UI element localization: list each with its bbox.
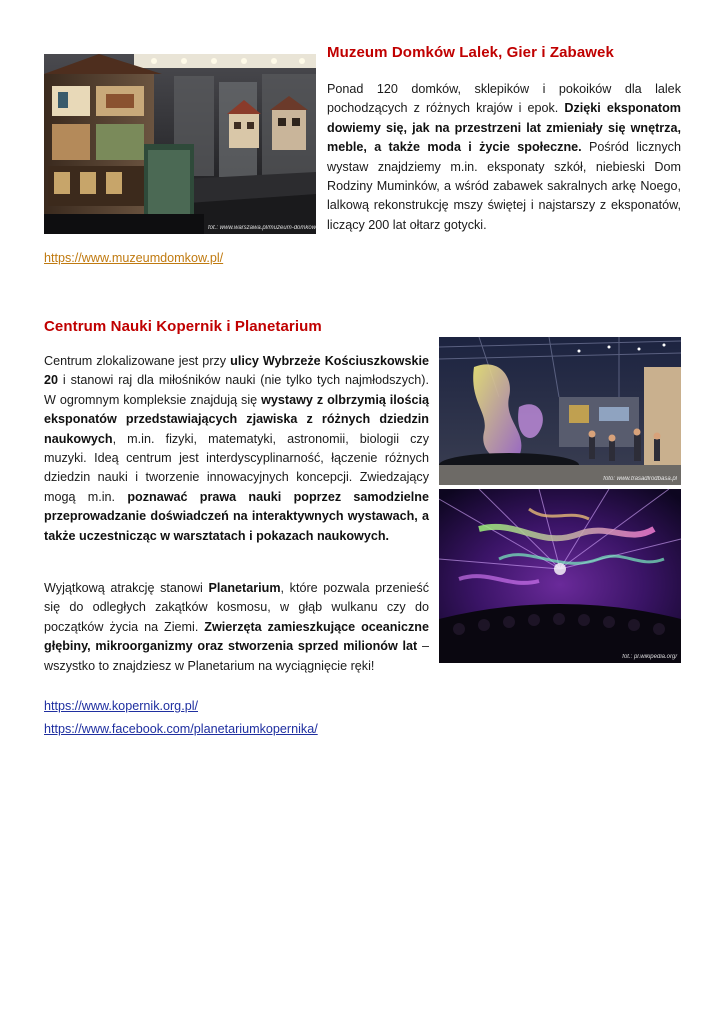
museum-photo-credit: fot.: www.warszawa.pl/muzeum-domkow-lalek-gier-i-zabawek/ bbox=[208, 225, 373, 231]
planetarium-dome-image bbox=[439, 489, 681, 663]
museum-text-1: Ponad 120 domków, sklepików i pokoików dla lalek pochodzących z różnych krajów i epok. bbox=[327, 82, 681, 116]
kopernik-heading: Centrum Nauki Kopernik i Planetarium bbox=[44, 318, 322, 335]
kopernik-address: ulicy Wybrzeże Kościuszkowskie 20 bbox=[44, 354, 429, 388]
museum-website-link[interactable]: https://www.muzeumdomkow.pl/ bbox=[44, 251, 224, 265]
kopernik-p2-text-3: – wszystko to znajdziesz w Planetarium na wyciągnięcie ręki! bbox=[44, 639, 429, 673]
planetarium-bold: Planetarium bbox=[208, 581, 281, 595]
science-center-image bbox=[439, 337, 681, 485]
kopernik-website-link[interactable]: https://www.kopernik.org.pl/ bbox=[44, 699, 198, 713]
kopernik-p2-text-1: Wyjątkową atrakcję stanowi bbox=[44, 581, 209, 595]
kopernik-paragraph-1 bbox=[44, 352, 429, 546]
dollhouse-image bbox=[44, 54, 316, 234]
museum-photo bbox=[44, 54, 373, 234]
planetarium-photo-credit: fot.: pl.wikipedia.org/ bbox=[622, 654, 677, 660]
museum-paragraph bbox=[327, 80, 681, 235]
kopernik-p1-text-3: , m.in. fizyki, matematyki, astronomii, biologii czy muzyki. Ideą centrum jest interdyscyplinarność, łączenie różnych dziedzin nauki i tworzenie innowacyjnych koncepcji. Zwiedzający mogą m.in. bbox=[44, 431, 429, 504]
kopernik-p1-text-2: i stanowi raj dla miłośników nauki (nie tylko tych najmłodszych). W ogromnym kompleksie znajdują się bbox=[44, 373, 429, 407]
planetarium-facebook-link[interactable]: https://www.facebook.com/planetariumkopernika/ bbox=[44, 722, 318, 736]
planetarium-photo bbox=[439, 489, 681, 663]
museum-text-bold: Dzięki eksponatom dowiemy się, jak na przestrzeni lat zmieniały się wnętrza, meble, a także moda i życie społeczne. bbox=[327, 101, 681, 155]
museum-heading: Muzeum Domków Lalek, Gier i Zabawek bbox=[327, 44, 614, 61]
kopernik-photo-credit: foto: www.trasadlrodbasa.pl bbox=[603, 476, 677, 482]
kopernik-p1-text-1: Centrum zlokalizowane jest przy bbox=[44, 354, 231, 368]
kopernik-experiments: poznawać prawa nauki poprzez samodzielne przeprowadzanie doświadczeń na interaktywnych wystawach, a także uczestnicząc w warsztatach i pokazach naukowych. bbox=[44, 489, 429, 543]
kopernik-p2-text-2: , które pozwala przenieść się do odległych zakątków kosmosu, w głąb wulkanu czy do początków życia na Ziemi. bbox=[44, 581, 429, 634]
kopernik-creatures: Zwierzęta zamieszkujące oceaniczne głębiny, mikroorganizmy oraz stworzenia sprzed milionów lat bbox=[44, 619, 429, 654]
museum-text-2: Pośród licznych wystaw znajdziemy m.in. eksponaty szkół, niebieski Dom Rodziny Muminków, a wśród zabawek sakralnych arkę Noego, lalkową rekonstrukcję mszy świętej i najstarszy z eksponatów, liczący 200 lat ołtarz gotycki. bbox=[327, 140, 681, 232]
kopernik-photo bbox=[439, 337, 681, 485]
kopernik-exhibitions: wystawy z olbrzymią ilością eksponatów przedstawiających zjawiska z różnych dziedzin naukowych bbox=[44, 392, 430, 446]
kopernik-paragraph-2 bbox=[44, 579, 429, 676]
